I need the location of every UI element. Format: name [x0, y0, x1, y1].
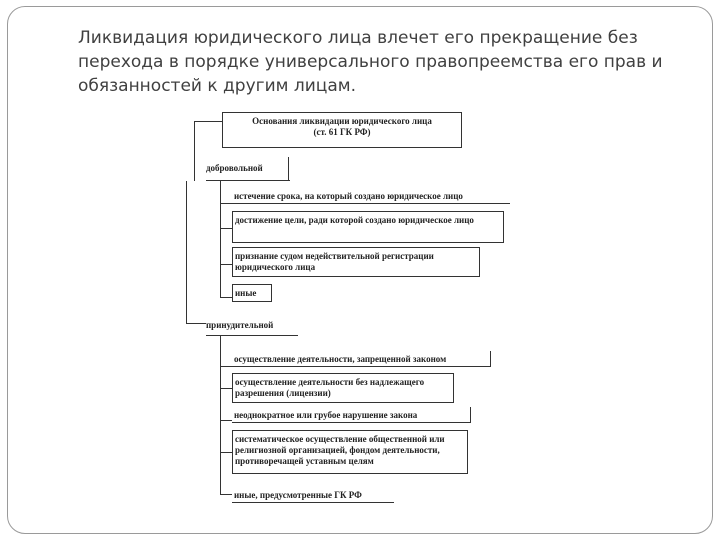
root-title: Основания ликвидации юридического лица — [252, 116, 432, 126]
compulsory-item-1: осуществление деятельности, запрещенной законом — [232, 351, 490, 367]
slide-heading: Ликвидация юридического лица влечет его прекращение без перехода в порядке универсального правопреемства его прав и обязанностей к другим лицам. — [78, 28, 663, 96]
connector-to-compulsory — [186, 323, 206, 324]
voluntary-tick-3 — [220, 264, 232, 265]
connector-root-vertical — [194, 121, 195, 181]
compulsory-tick-1 — [220, 366, 232, 367]
compulsory-tick-4 — [220, 452, 232, 453]
voluntary-tick-1 — [220, 203, 232, 204]
voluntary-label: добровольной — [206, 163, 290, 181]
voluntary-item-4: иные — [232, 284, 272, 302]
compulsory-item-2: осуществление деятельности без надлежащего разрешения (лицензии) — [232, 373, 454, 403]
voluntary-branch-vertical — [220, 181, 221, 297]
compulsory-tick-5 — [220, 494, 232, 495]
voluntary-tick-4 — [220, 297, 232, 298]
compulsory-branch-vertical — [220, 336, 221, 494]
compulsory-item-4: систематическое осуществление общественной или религиозной организацией, фондом деятельности, противоречащей уставным целям — [232, 430, 468, 474]
compulsory-item-5: иные, предусмотренные ГК РФ — [232, 487, 394, 503]
voluntary-item-3: признание судом недействительной регистрации юридического лица — [232, 247, 480, 277]
compulsory-item-3-edge — [470, 407, 471, 423]
connector-spine — [186, 181, 187, 323]
root-box — [222, 112, 462, 148]
connector-root-horizontal — [194, 121, 222, 122]
compulsory-label: принудительной — [206, 320, 298, 336]
compulsory-item-3: неоднократное или грубое нарушение закона — [232, 407, 470, 423]
voluntary-tick-2 — [220, 228, 232, 229]
voluntary-item-1: истечение срока, на который создано юридическое лицо — [232, 188, 510, 204]
compulsory-tick-3 — [220, 420, 232, 421]
compulsory-item-1-edge — [490, 351, 491, 367]
compulsory-tick-2 — [220, 388, 232, 389]
root-subtitle: (ст. 61 ГК РФ) — [313, 127, 371, 137]
voluntary-item-2: достижение цели, ради которой создано юридическое лицо — [232, 211, 504, 243]
